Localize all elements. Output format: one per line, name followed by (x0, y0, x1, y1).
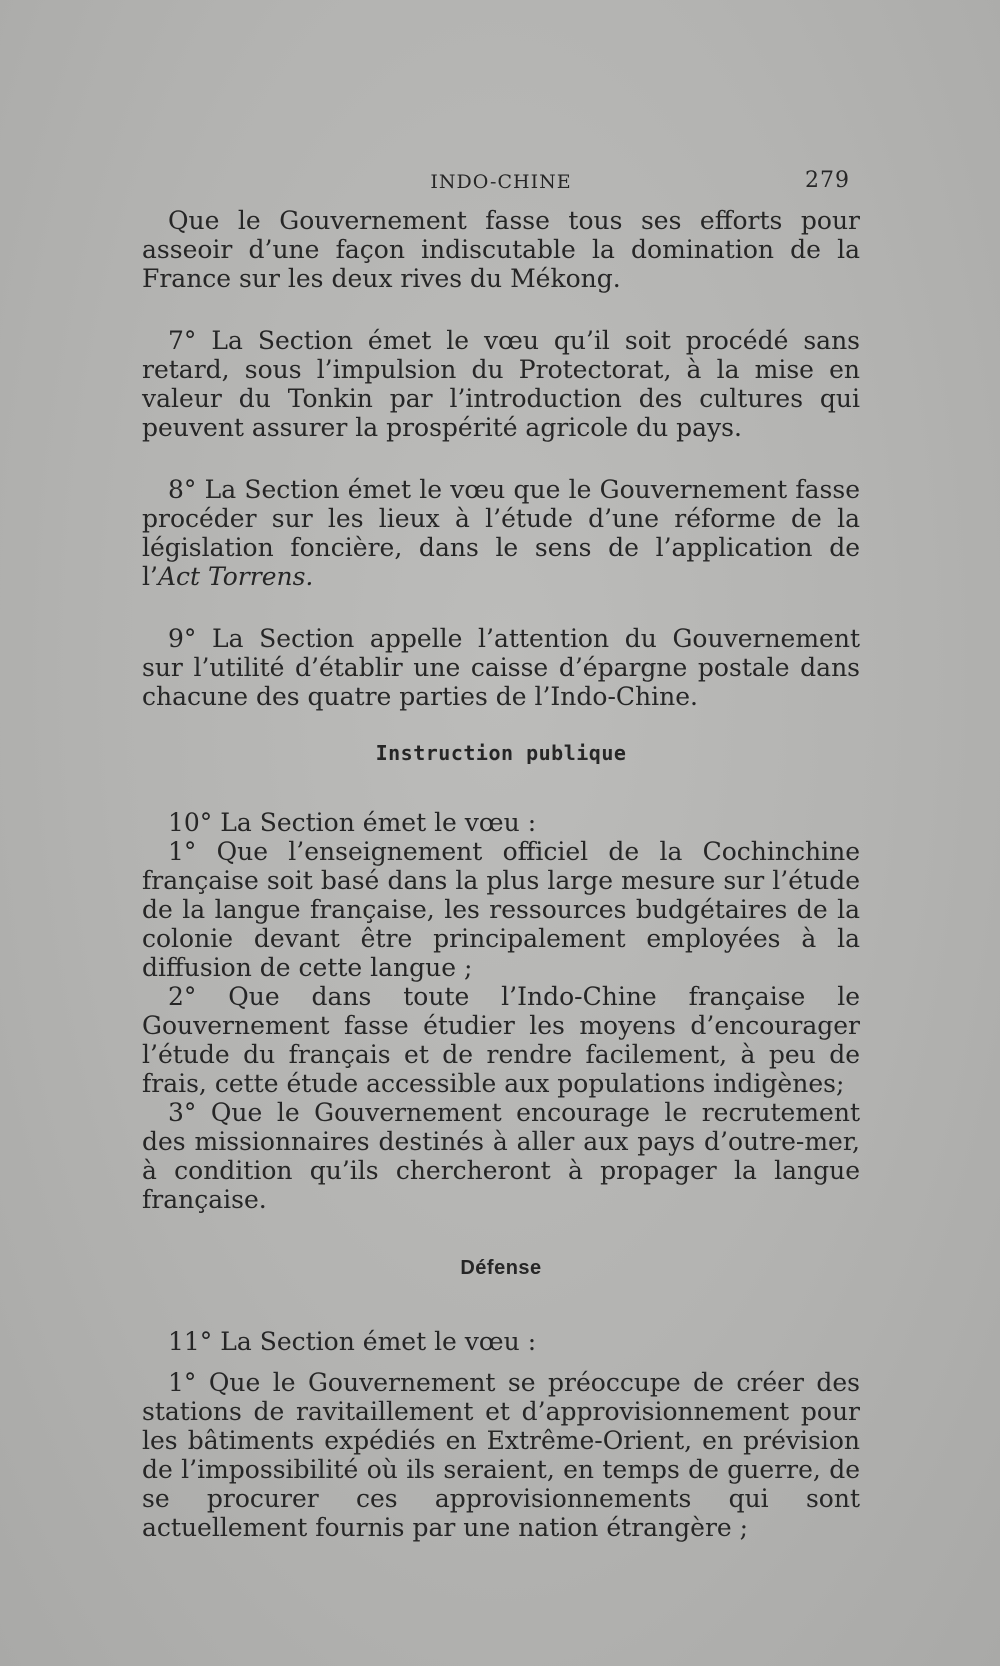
paragraph-10-item-1: 1° Que l’enseignement officiel de la Cochinchine française soit basé dans la plus large mesure sur l’étude de la langue française, les ressources budgétaires de la colonie devant être principalement employées à la diffusion de cette langue ; (142, 837, 860, 982)
section-heading-instruction: Instruction publique (375, 741, 627, 765)
paragraph-9: 9° La Section appelle l’attention du Gouvernement sur l’utilité d’établir une caisse d’épargne postale dans chacune des quatre parties de l’Indo-Chine. (142, 624, 860, 711)
paragraph-7: 7° La Section émet le vœu qu’il soit procédé sans retard, sous l’impulsion du Protectorat, à la mise en valeur du Tonkin par l’introduction des cultures qui peuvent assurer la prospérité agricole du pays. (142, 326, 860, 442)
act-torrens-italic: Act Torrens. (157, 562, 314, 591)
paragraph-11-intro: 11° La Section émet le vœu : (168, 1327, 537, 1356)
paragraph-8-text: 8° La Section émet le vœu que le Gouvernement fasse procéder sur les lieux à l’étude d’une réforme de la législation foncière, dans le sens de l’application de l’ (142, 475, 860, 591)
section-heading-defense: Défense (460, 1257, 542, 1279)
paragraph-continuation: Que le Gouvernement fasse tous ses efforts pour asseoir d’une façon indiscutable la domination de la France sur les deux rives du Mékong. (142, 206, 860, 293)
page-header (142, 168, 860, 198)
running-title: INDO-CHINE (430, 171, 572, 193)
paragraph-10-item-3: 3° Que le Gouvernement encourage le recrutement des missionnaires destinés à aller aux pays d’outre-mer, à condition qu’ils chercheront à propager la langue française. (142, 1098, 860, 1214)
paragraph-8 (142, 475, 860, 591)
page-number: 279 (805, 168, 850, 193)
paragraph-10-item-2: 2° Que dans toute l’Indo-Chine française le Gouvernement fasse étudier les moyens d’encourager l’étude du français et de rendre facilement, à peu de frais, cette étude accessible aux populations indigènes; (142, 982, 860, 1098)
page-body (142, 206, 860, 1542)
paragraph-10-intro: 10° La Section émet le vœu : (168, 808, 537, 837)
paragraph-11-item-1: 1° Que le Gouvernement se préoccupe de créer des stations de ravitaillement et d’approvisionnement pour les bâtiments expédiés en Extrême-Orient, en prévision de l’impossibilité où ils seraient, en temps de guerre, de se procurer ces approvisionnements qui sont actuellement fournis par une nation étrangère ; (142, 1368, 860, 1542)
